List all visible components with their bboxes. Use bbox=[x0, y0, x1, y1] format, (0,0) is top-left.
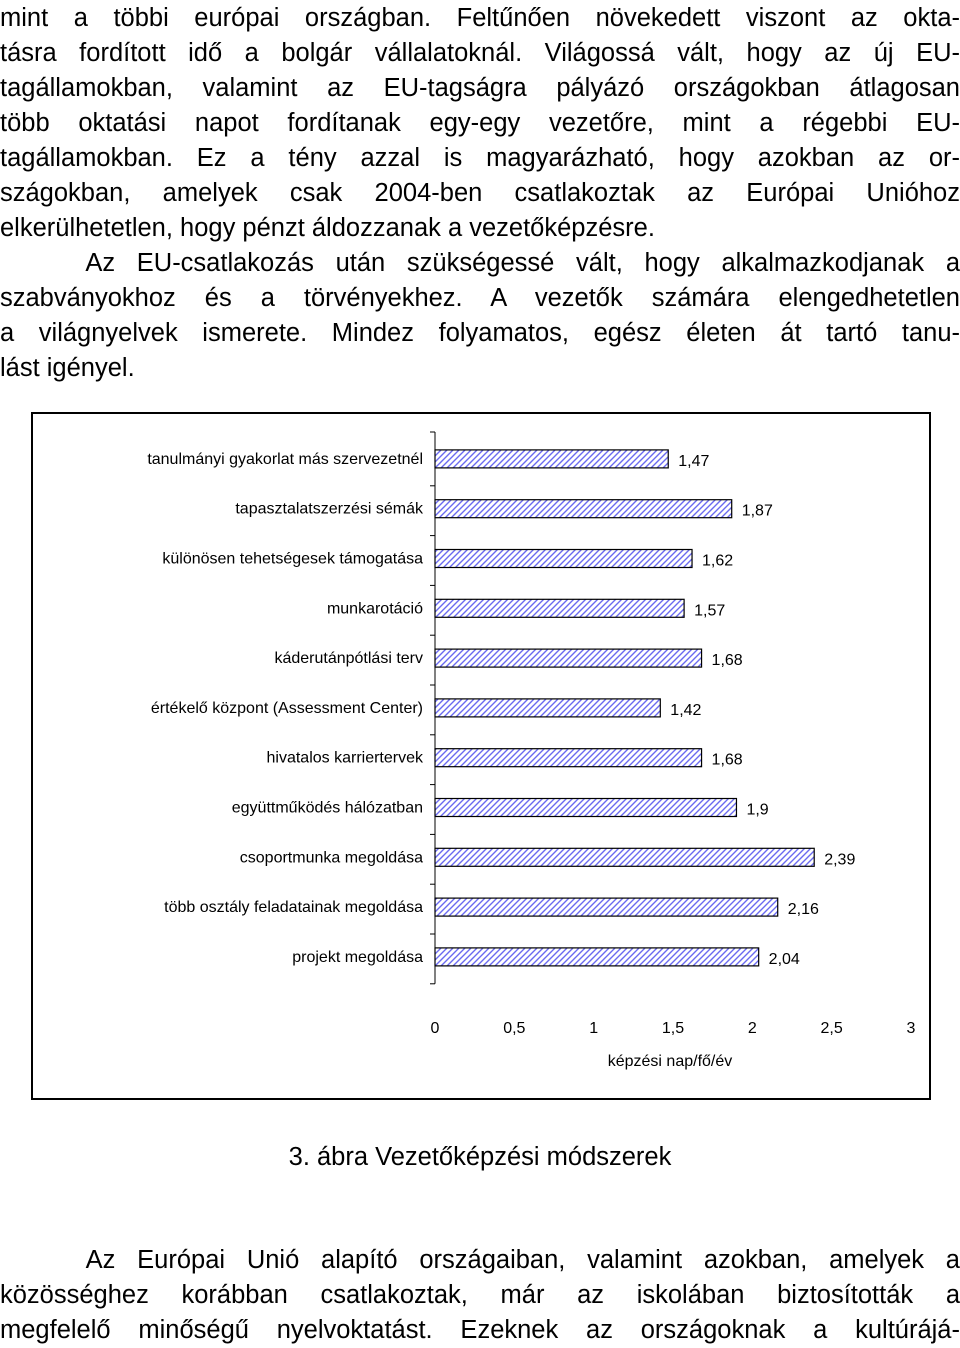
data-label: 2,16 bbox=[787, 901, 819, 919]
figure-caption: 3. ábra Vezetőképzési módszerek bbox=[288, 1143, 672, 1171]
x-tick-label: 2 bbox=[747, 1019, 757, 1037]
category-label: hivatalos karriertervek bbox=[266, 749, 423, 767]
bar bbox=[435, 749, 702, 767]
x-tick-label: 0 bbox=[430, 1019, 440, 1037]
text-line: elkerülhetetlen, hogy pénzt áldozzanak a vezetőképzésre. bbox=[0, 214, 655, 242]
chart-frame bbox=[31, 412, 931, 1100]
x-axis-title: képzési nap/fő/év bbox=[607, 1052, 733, 1070]
bar bbox=[435, 848, 814, 866]
text-line: több oktatási napot fordítanak egy-egy vezetőre, mint a régebbi EU- bbox=[0, 109, 960, 137]
x-tick-label: 3 bbox=[906, 1019, 916, 1037]
bar bbox=[435, 898, 778, 916]
text-line: Az EU-csatlakozás után szükségessé vált, hogy alkalmazkodjanak a bbox=[0, 249, 960, 277]
x-tick-label: 1,5 bbox=[661, 1019, 685, 1037]
category-label: projekt megoldása bbox=[292, 948, 423, 966]
x-tick-label: 2,5 bbox=[820, 1019, 843, 1037]
data-label: 1,9 bbox=[746, 801, 769, 819]
text-line: Az Európai Unió alapító országaiban, valamint azokban, amelyek a bbox=[0, 1246, 960, 1274]
text-line: szabványokhoz és a törvényekhez. A vezetők számára elengedhetetlen bbox=[0, 284, 960, 312]
text-line: tagállamokban, valamint az EU-tagságra pályázó országokban átlagosan bbox=[0, 74, 960, 102]
data-label: 1,57 bbox=[694, 602, 726, 620]
x-tick-label: 0,5 bbox=[503, 1019, 526, 1037]
x-tick-label: 1 bbox=[589, 1019, 599, 1037]
bar bbox=[435, 699, 660, 717]
bar bbox=[435, 550, 692, 568]
bar-chart bbox=[33, 414, 929, 1098]
category-label: csoportmunka megoldása bbox=[239, 849, 423, 867]
data-label: 1,68 bbox=[711, 751, 743, 769]
data-label: 1,47 bbox=[678, 452, 710, 470]
paragraph-top bbox=[0, 1, 960, 386]
data-label: 1,42 bbox=[670, 701, 702, 719]
text-line: tásra fordított idő a bolgár vállalatoknál. Világossá vált, hogy az új EU- bbox=[0, 39, 960, 67]
bar bbox=[435, 599, 684, 617]
bar bbox=[435, 948, 759, 966]
text-line: a világnyelvek ismerete. Mindez folyamatos, egész életen át tartó tanu- bbox=[0, 319, 960, 347]
text-line: szágokban, amelyek csak 2004-ben csatlakoztak az Európai Unióhoz bbox=[0, 179, 960, 207]
category-label: munkarotáció bbox=[326, 600, 423, 618]
text-line: közösséghez korábban csatlakoztak, már az iskolában biztosították a bbox=[0, 1281, 960, 1309]
category-label: különösen tehetségesek támogatása bbox=[162, 550, 423, 568]
text-line: mint a többi európai országban. Feltűnően növekedett viszont az okta- bbox=[0, 4, 960, 32]
category-label: együttműködés hálózatban bbox=[231, 799, 423, 817]
text-line: tagállamokban. Ez a tény azzal is magyarázható, hogy azokban az or- bbox=[0, 144, 960, 172]
category-label: több osztály feladatainak megoldása bbox=[164, 899, 423, 917]
category-label: tapasztalatszerzési sémák bbox=[235, 500, 423, 518]
data-label: 1,68 bbox=[711, 652, 743, 670]
text-line: megfelelő minőségű nyelvoktatást. Ezeknek az országoknak a kultúrájá- bbox=[0, 1316, 960, 1344]
category-label: értékelő központ (Assessment Center) bbox=[150, 699, 423, 717]
paragraph-bottom bbox=[0, 1243, 960, 1348]
data-label: 2,04 bbox=[768, 950, 800, 968]
bar bbox=[435, 799, 736, 817]
data-label: 2,39 bbox=[824, 851, 856, 869]
category-label: káderutánpótlási terv bbox=[274, 650, 423, 668]
data-label: 1,87 bbox=[741, 502, 773, 520]
bar bbox=[435, 500, 732, 518]
data-label: 1,62 bbox=[702, 552, 734, 570]
bar bbox=[435, 649, 702, 667]
bar bbox=[435, 450, 668, 468]
text-line: lást igényel. bbox=[0, 354, 135, 382]
category-label: tanulmányi gyakorlat más szervezetnél bbox=[147, 450, 423, 468]
